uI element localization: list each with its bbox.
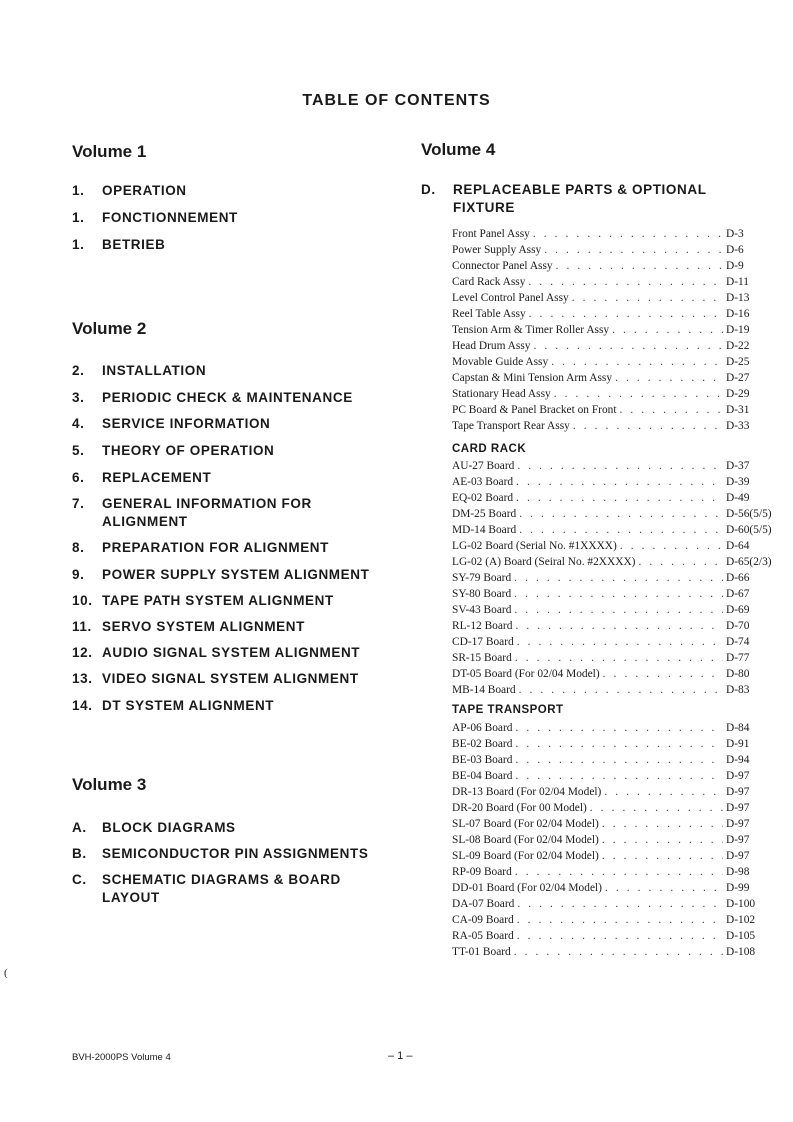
entry-page: D-33 [726,420,750,432]
entry-page: D-83 [726,684,750,696]
tape-transport-list [452,720,782,960]
card-rack-heading: CARD RACK [452,443,527,455]
entry-name: Connector Panel Assy [452,260,553,272]
toc-section[interactable] [72,697,402,715]
leader-dots [514,570,723,586]
entry-name: PC Board & Panel Bracket on Front [452,404,617,416]
leader-dots [517,928,723,944]
toc-entry[interactable] [452,506,782,522]
entry-page: D-97 [726,834,750,846]
toc-section[interactable] [72,495,362,531]
entry-page: D-56(5/5) [726,508,772,520]
leader-dots [515,736,723,752]
section-number: C. [72,872,87,887]
volume-1-heading: Volume 1 [72,142,147,161]
toc-entry[interactable] [452,682,782,698]
toc-entry[interactable] [452,912,782,928]
toc-section[interactable] [72,469,402,487]
toc-section[interactable] [72,592,402,610]
entry-page: D-97 [726,818,750,830]
toc-entry[interactable] [452,322,782,338]
entry-name: MD-14 Board [452,524,517,536]
toc-entry[interactable] [452,880,782,896]
entry-name: DA-07 Board [452,898,515,910]
toc-entry[interactable] [452,928,782,944]
toc-entry[interactable] [452,752,782,768]
entry-name: EQ-02 Board [452,492,514,504]
entry-name: RA-05 Board [452,930,514,942]
entry-page: D-84 [726,722,750,734]
entry-page: D-105 [726,930,756,942]
toc-entry[interactable] [452,274,782,290]
entry-name: BE-02 Board [452,738,513,750]
entry-page: D-98 [726,866,750,878]
toc-section[interactable] [72,442,402,460]
leader-dots [544,242,723,258]
section-title: POWER SUPPLY SYSTEM ALIGNMENT [102,567,370,582]
entry-page: D-13 [726,292,750,304]
section-number: 1. [72,183,85,198]
leader-dots [612,322,723,338]
section-number: 1. [72,237,85,252]
toc-entry[interactable] [452,650,782,666]
leader-dots [514,602,723,618]
leader-dots [554,386,723,402]
entry-page: D-27 [726,372,750,384]
entry-page: D-67 [726,588,750,600]
leader-dots [529,306,723,322]
section-title: PREPARATION FOR ALIGNMENT [102,540,329,555]
section-title: GENERAL INFORMATION FOR ALIGNMENT [102,496,312,529]
entry-page: D-74 [726,636,750,648]
leader-dots [603,666,723,682]
entry-page: D-16 [726,308,750,320]
entry-name: SY-80 Board [452,588,512,600]
section-number: D. [421,182,436,197]
leader-dots [517,458,723,474]
toc-entry[interactable] [452,290,782,306]
toc-entry[interactable] [452,848,782,864]
leader-dots [519,506,723,522]
toc-entry[interactable] [452,784,782,800]
toc-entry[interactable] [452,354,782,370]
leader-dots [516,474,723,490]
entry-page: D-97 [726,850,750,862]
entry-name: LG-02 Board (Serial No. #1XXXX) [452,540,617,552]
section-title: SERVICE INFORMATION [102,416,271,431]
entry-name: SV-43 Board [452,604,512,616]
entry-name: TT-01 Board [452,946,511,958]
section-number: 5. [72,443,85,458]
section-title: SEMICONDUCTOR PIN ASSIGNMENTS [102,846,369,861]
toc-section[interactable] [72,539,402,557]
toc-section[interactable] [72,670,402,688]
entry-name: SR-15 Board [452,652,512,664]
section-number: 1. [72,210,85,225]
entry-page: D-39 [726,476,750,488]
leader-dots [517,896,723,912]
entry-name: DT-05 Board (For 02/04 Model) [452,668,600,680]
toc-entry[interactable] [452,474,782,490]
entry-name: AE-03 Board [452,476,514,488]
entry-name: Level Control Panel Assy [452,292,569,304]
leader-dots [533,226,723,242]
toc-section[interactable] [72,644,402,662]
section-title: OPERATION [102,183,187,198]
toc-entry[interactable] [452,896,782,912]
section-number: 6. [72,470,85,485]
entry-page: D-6 [726,244,744,256]
leader-dots [602,816,723,832]
entry-page: D-3 [726,228,744,240]
entry-name: Tension Arm & Timer Roller Assy [452,324,610,336]
section-title: TAPE PATH SYSTEM ALIGNMENT [102,593,334,608]
entry-page: D-64 [726,540,750,552]
toc-entry[interactable] [452,226,782,242]
entry-page: D-37 [726,460,750,472]
entry-name: DM-25 Board [452,508,517,520]
leader-dots [515,768,723,784]
entry-name: SL-08 Board (For 02/04 Model) [452,834,599,846]
toc-section[interactable] [72,566,402,584]
assembly-list [452,226,782,434]
leader-dots [515,720,723,736]
toc-entry[interactable] [452,768,782,784]
entry-page: D-97 [726,770,750,782]
leader-dots [615,370,723,386]
entry-name: AP-06 Board [452,722,513,734]
toc-entry[interactable] [452,402,782,418]
entry-page: D-108 [726,946,756,958]
toc-entry[interactable] [452,306,782,322]
entry-name: SL-09 Board (For 02/04 Model) [452,850,599,862]
leader-dots [515,752,723,768]
leader-dots [556,258,723,274]
toc-entry[interactable] [452,634,782,650]
toc-section[interactable] [72,182,402,200]
entry-page: D-69 [726,604,750,616]
toc-section[interactable] [72,209,402,227]
toc-entry[interactable] [452,720,782,736]
toc-section[interactable] [72,845,402,863]
entry-name: Front Panel Assy [452,228,530,240]
toc-entry[interactable] [452,258,782,274]
section-number: 8. [72,540,85,555]
entry-page: D-77 [726,652,750,664]
entry-name: Stationary Head Assy [452,388,551,400]
toc-section[interactable] [72,871,362,907]
toc-entry[interactable] [452,458,782,474]
footer-doc-title: BVH-2000PS Volume 4 [72,1052,171,1063]
entry-name: AU-27 Board [452,460,515,472]
toc-entry[interactable] [452,944,782,960]
section-number: 11. [72,619,92,634]
toc-section[interactable] [72,819,402,837]
entry-name: Capstan & Mini Tension Arm Assy [452,372,613,384]
entry-name: Power Supply Assy [452,244,542,256]
leader-dots [604,784,723,800]
leader-dots [515,864,723,880]
section-title: PERIODIC CHECK & MAINTENANCE [102,390,353,405]
leader-dots [602,848,723,864]
footer-page-number: – 1 – [388,1050,413,1062]
toc-section[interactable] [72,236,402,254]
section-number: A. [72,820,87,835]
section-number: 4. [72,416,85,431]
entry-name: CA-09 Board [452,914,514,926]
entry-name: BE-03 Board [452,754,513,766]
entry-page: D-25 [726,356,750,368]
entry-page: D-94 [726,754,750,766]
leader-dots [602,832,723,848]
section-title: BLOCK DIAGRAMS [102,820,236,835]
toc-entry[interactable] [452,242,782,258]
entry-name: DD-01 Board (For 02/04 Model) [452,882,602,894]
toc-entry[interactable] [452,490,782,506]
section-title: DT SYSTEM ALIGNMENT [102,698,275,713]
section-number: 3. [72,390,85,405]
leader-dots [514,586,723,602]
tape-transport-heading: TAPE TRANSPORT [452,704,564,716]
volume-2-heading: Volume 2 [72,319,147,338]
entry-page: D-9 [726,260,744,272]
leader-dots [528,274,723,290]
toc-entry[interactable] [452,370,782,386]
toc-entry[interactable] [452,666,782,682]
section-title: SERVO SYSTEM ALIGNMENT [102,619,305,634]
leader-dots [515,650,723,666]
section-title: SCHEMATIC DIAGRAMS & BOARD LAYOUT [102,872,341,905]
entry-name: Movable Guide Assy [452,356,549,368]
volume-3-heading: Volume 3 [72,775,147,794]
entry-page: D-60(5/5) [726,524,772,536]
leader-dots [551,354,723,370]
entry-name: DR-13 Board (For 02/04 Model) [452,786,602,798]
leader-dots [573,418,723,434]
leader-dots [517,912,723,928]
entry-name: Card Rack Assy [452,276,526,288]
section-number: B. [72,846,87,861]
section-title: REPLACEABLE PARTS & OPTIONAL FIXTURE [453,182,707,215]
entry-page: D-91 [726,738,750,750]
entry-name: SL-07 Board (For 02/04 Model) [452,818,599,830]
section-title: AUDIO SIGNAL SYSTEM ALIGNMENT [102,645,361,660]
toc-entry[interactable] [452,538,782,554]
section-number: 7. [72,496,85,511]
toc-entry[interactable] [452,736,782,752]
toc-entry[interactable] [452,338,782,354]
entry-name: BE-04 Board [452,770,513,782]
entry-name: Head Drum Assy [452,340,531,352]
section-title: REPLACEMENT [102,470,212,485]
entry-page: D-102 [726,914,756,926]
toc-entry[interactable] [452,816,782,832]
toc-entry[interactable] [452,570,782,586]
section-number: 10. [72,593,93,608]
entry-name: CD-17 Board [452,636,514,648]
entry-page: D-11 [726,276,749,288]
entry-page: D-65(2/3) [726,556,772,568]
entry-page: D-99 [726,882,750,894]
entry-name: RP-09 Board [452,866,512,878]
section-number: 2. [72,363,85,378]
leader-dots [620,538,723,554]
entry-name: Tape Transport Rear Assy [452,420,570,432]
toc-section[interactable] [72,362,402,380]
volume-4-heading: Volume 4 [421,140,496,159]
entry-page: D-97 [726,802,750,814]
section-number: 12. [72,645,93,660]
entry-name: DR-20 Board (For 00 Model) [452,802,587,814]
entry-page: D-97 [726,786,750,798]
entry-page: D-66 [726,572,750,584]
toc-entry[interactable] [452,864,782,880]
leader-dots [638,554,723,570]
section-number: 14. [72,698,93,713]
leader-dots [605,880,723,896]
margin-mark: ( [4,967,8,979]
entry-page: D-22 [726,340,750,352]
section-number: 9. [72,567,85,582]
card-rack-list [452,458,782,698]
section-title: BETRIEB [102,237,166,252]
toc-entry[interactable] [452,522,782,538]
entry-page: D-29 [726,388,750,400]
leader-dots [517,634,723,650]
section-title: INSTALLATION [102,363,207,378]
entry-page: D-49 [726,492,750,504]
toc-section[interactable] [421,181,721,217]
entry-name: RL-12 Board [452,620,513,632]
toc-section[interactable] [72,389,402,407]
leader-dots [519,682,723,698]
entry-name: SY-79 Board [452,572,512,584]
section-number: 13. [72,671,93,686]
page-title: TABLE OF CONTENTS [302,92,491,109]
toc-entry[interactable] [452,602,782,618]
leader-dots [514,944,723,960]
entry-page: D-70 [726,620,750,632]
section-title: FONCTIONNEMENT [102,210,238,225]
leader-dots [572,290,723,306]
toc-entry[interactable] [452,618,782,634]
entry-page: D-19 [726,324,750,336]
entry-name: LG-02 (A) Board (Seiral No. #2XXXX) [452,556,636,568]
entry-page: D-100 [726,898,756,910]
toc-entry[interactable] [452,386,782,402]
toc-entry[interactable] [452,586,782,602]
toc-entry[interactable] [452,800,782,816]
leader-dots [516,490,723,506]
toc-section[interactable] [72,618,402,636]
leader-dots [590,800,723,816]
leader-dots [515,618,723,634]
leader-dots [533,338,723,354]
entry-page: D-31 [726,404,750,416]
leader-dots [620,402,723,418]
toc-entry[interactable] [452,418,782,434]
entry-page: D-80 [726,668,750,680]
toc-entry[interactable] [452,554,782,570]
leader-dots [519,522,723,538]
entry-name: MB-14 Board [452,684,516,696]
section-title: VIDEO SIGNAL SYSTEM ALIGNMENT [102,671,359,686]
section-title: THEORY OF OPERATION [102,443,275,458]
entry-name: Reel Table Assy [452,308,526,320]
toc-section[interactable] [72,415,402,433]
toc-entry[interactable] [452,832,782,848]
